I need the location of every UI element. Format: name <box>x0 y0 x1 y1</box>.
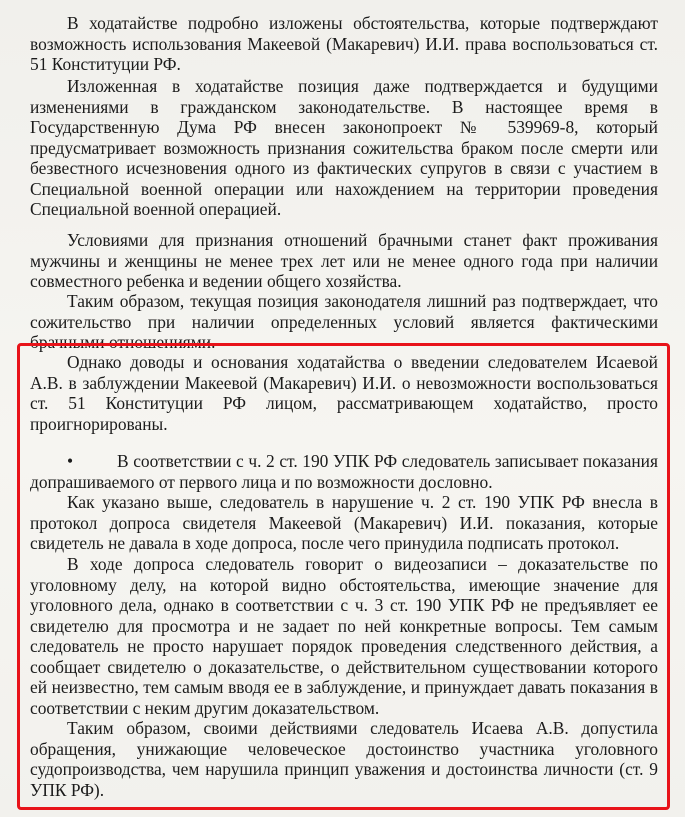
paragraph-7: В ходе допроса следователь говорит о видеозаписи – доказательстве по уголовному делу, на которой видно обстоятельства, имеющие значение для уголовного дела, однако в соответствии с ч. 3 ст. 190 УПК РФ не предъявляет ее свидетелю для просмотра и не задает по ней конкретные вопросы. Тем самым следователь не просто нарушает порядок проведения следственного действия, а сообщает свидетелю о доказательстве, о действительном существовании которого ей неизвестно, тем самым вводя ее в заблуждение, и принуждает давать показания в соответствии с неким другим доказательством. <box>30 554 658 718</box>
bullet-paragraph <box>30 451 658 492</box>
bullet-paragraph-text: В соответствии с ч. 2 ст. 190 УПК РФ следователь записывает показания допрашиваемого от первого лица и по возможности дословно. <box>30 451 658 492</box>
paragraph-4: Таким образом, текущая позиция законодателя лишний раз подтверждает, что сожительство при наличии определенных условий является фактическими брачными отношениями. <box>30 291 658 352</box>
paragraph-6: Как указано выше, следователь в нарушение ч. 2 ст. 190 УПК РФ внесла в протокол допроса свидетеля Макеевой (Макаревич) И.И. показания, которые свидетель не давала в ходе допроса, после чего принудила подписать протокол. <box>30 492 658 553</box>
paragraph-2: Изложенная в ходатайстве позиция даже подтверждается и будущими изменениями в гражданском законодательстве. В настоящее время в Государственную Дума РФ внесен законопроект № 539969-8, который предусматривает возможность признания сожительства браком после смерти или безвестного исчезновения одного из фактических супругов в связи с участием в Специальной военной операции или нахождением на территории проведения Специальной военной операцией. <box>30 76 658 219</box>
paragraph-3: Условиями для признания отношений брачными станет факт проживания мужчины и женщины не менее трех лет или не менее одного года при наличии совместного ребенка и ведении общего хозяйства. <box>30 230 658 291</box>
paragraph-8: Таким образом, своими действиями следователь Исаева А.В. допустила обращения, унижающие человеческое достоинство участника уголовного судопроизводства, чем нарушила принцип уважения и достоинства личности (ст. 9 УПК РФ). <box>30 718 658 800</box>
bullet-icon: • <box>67 451 74 471</box>
paragraph-1: В ходатайстве подробно изложены обстоятельства, которые подтверждают возможность использования Макеевой (Макаревич) И.И. права воспользоваться ст. 51 Конституции РФ. <box>30 13 658 74</box>
paragraph-5: Однако доводы и основания ходатайства о введении следователем Исаевой А.В. в заблуждении Макеевой (Макаревич) И.И. о невозможности воспользоваться ст. 51 Конституции РФ лицом, рассматривающем ходатайство, просто проигнорированы. <box>30 352 658 434</box>
